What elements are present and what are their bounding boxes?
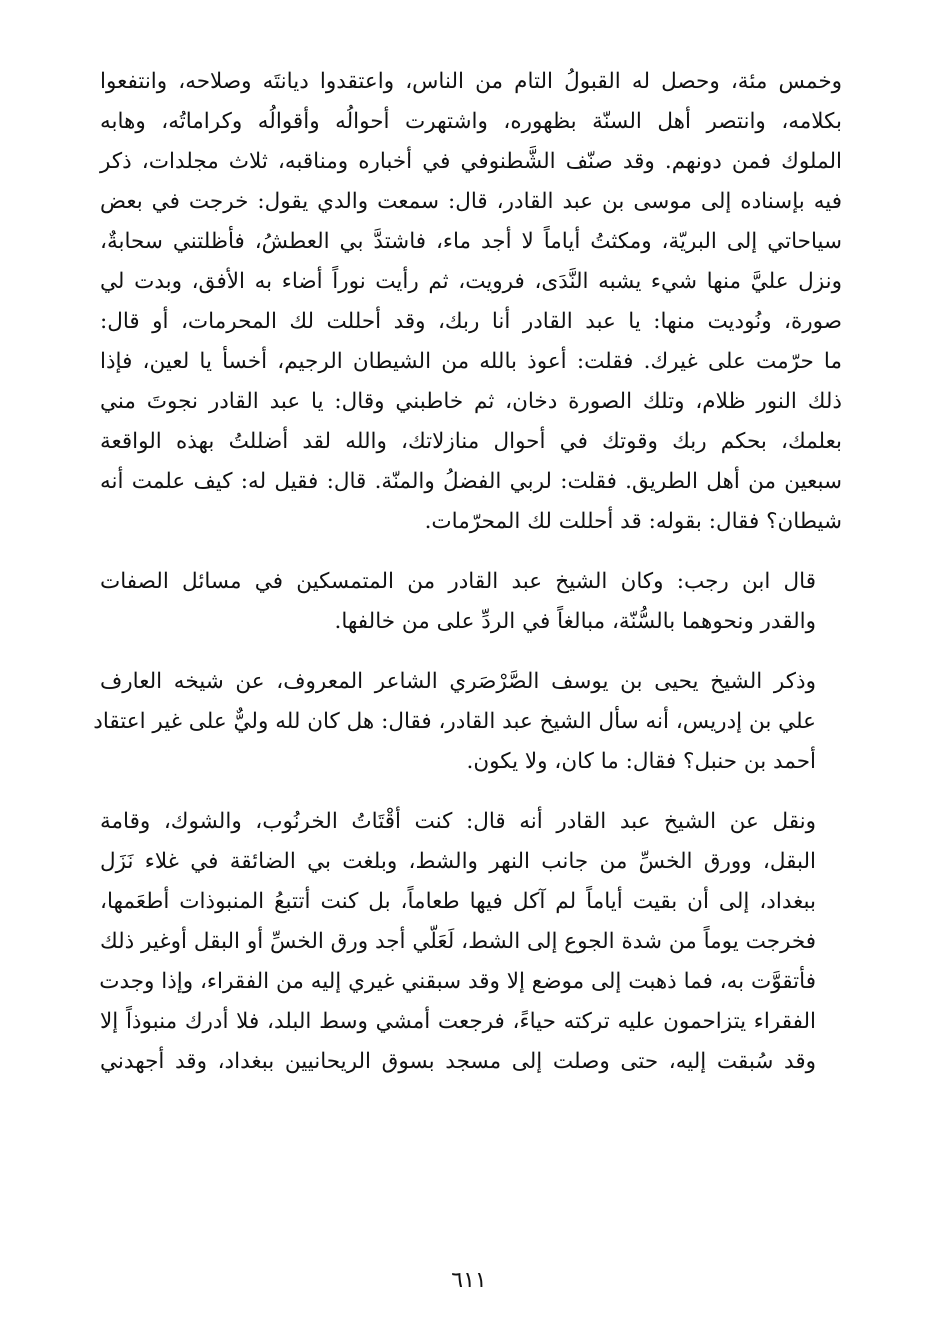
- text-line: ونقل عن الشيخ عبد القادر أنه قال: كنت أقْتَاتُ الخرنُوب، والشوك، وقامة: [100, 809, 816, 834]
- text-line: البقل، وورق الخسِّ من جانب النهر والشط، وبلغت بي الضائقة في غلاء نَزَل: [100, 849, 816, 874]
- text-line: وقد سُبقت إليه، حتى وصلت إلى مسجد بسوق الريحانيين ببغداد، وقد أجهدني: [100, 1049, 816, 1074]
- text-line: فخرجت يوماً من شدة الجوع إلى الشط، لَعَلّي أجد ورق الخسِّ أو البقل أوغير ذلك: [99, 929, 816, 954]
- page-number: ٦١١: [451, 1268, 487, 1293]
- text-line: ذلك النور ظلام، وتلك الصورة دخان، ثم خاطبني وقال: يا عبد القادر نجوتَ مني: [100, 389, 842, 414]
- paragraph-4: [100, 802, 842, 1082]
- text-line: والقدر ونحوهما بالسُّنّة، مبالغاً في الردِّ على من خالفها.: [334, 609, 816, 634]
- text-line: علي بن إدريس، أنه سأل الشيخ عبد القادر، فقال: هل كان لله وليٌّ على غير اعتقاد: [93, 709, 816, 734]
- text-line: أحمد بن حنبل؟ فقال: ما كان، ولا يكون.: [466, 749, 816, 774]
- text-line: بكلامه، وانتصر أهل السنّة بظهوره، واشتهرت أحوالُه وأقوالُه وكراماتُه، وهابه: [100, 109, 842, 134]
- text-line: شيطان؟ فقال: بقوله: قد أحللت لك المحرّمات.: [424, 509, 842, 534]
- text-line: سياحاتي إلى البريّة، ومكثتُ أياماً لا أجد ماء، فاشتدَّ بي العطشُ، فأظلتني سحابةٌ،: [100, 229, 842, 254]
- text-line: وذكر الشيخ يحيى بن يوسف الصَّرْصَري الشاعر المعروف، عن شيخه العارف: [100, 669, 816, 694]
- text-line: قال ابن رجب: وكان الشيخ عبد القادر من المتمسكين في مسائل الصفات: [100, 569, 816, 594]
- text-line: فأتقوَّت به، فما ذهبت إلى موضع إلا وقد سبقني غيري إليه من الفقراء، وإذا وجدت: [99, 969, 816, 994]
- text-line: ما حرّمت على غيرك. فقلت: أعوذ بالله من الشيطان الرجيم، أخسأ يا لعين، فإذا: [100, 349, 842, 374]
- text-line: ونزل عليَّ منها شيء يشبه النَّدَى، فرويت، ثم رأيت نوراً أضاء به الأفق، وبدت لي: [100, 269, 842, 294]
- text-line: الفقراء يتزاحمون عليه تركته حياءً، فرجعت أمشي وسط البلد، فلا أدرك منبوذاً إلا: [100, 1009, 816, 1034]
- text-line: وخمس مئة، وحصل له القبولُ التام من الناس، واعتقدوا ديانتَه وصلاحه، وانتفعوا: [100, 69, 842, 94]
- text-line: الملوك فمن دونهم. وقد صنّف الشَّطنوفي في أخباره ومناقبه، ثلاث مجلدات، ذكر: [100, 149, 842, 174]
- paragraph-2: [100, 562, 842, 642]
- text-line: صورة، ونُوديت منها: يا عبد القادر أنا ربك، وقد أحللت لك المحرمات، أو قال:: [100, 309, 842, 334]
- text-line: ببغداد، إلى أن بقيت أياماً لم آكل فيها طعاماً، بل كنت أتتبعُ المنبوذات أطعَمها،: [100, 889, 816, 914]
- paragraph-3: [93, 662, 842, 782]
- page-body: [93, 62, 842, 1102]
- text-line: بعلمك، بحكم ربك وقوتك في أحوال منازلاتك، والله لقد أضللتُ بهذه الواقعة: [100, 429, 842, 454]
- text-line: فيه بإسناده إلى موسى بن عبد القادر، قال: سمعت والدي يقول: خرجت في بعض: [100, 189, 842, 214]
- paragraph-1: [100, 62, 842, 542]
- text-line: سبعين من أهل الطريق. فقلت: لربي الفضلُ والمنّة. قال: فقيل له: كيف علمت أنه: [100, 469, 842, 494]
